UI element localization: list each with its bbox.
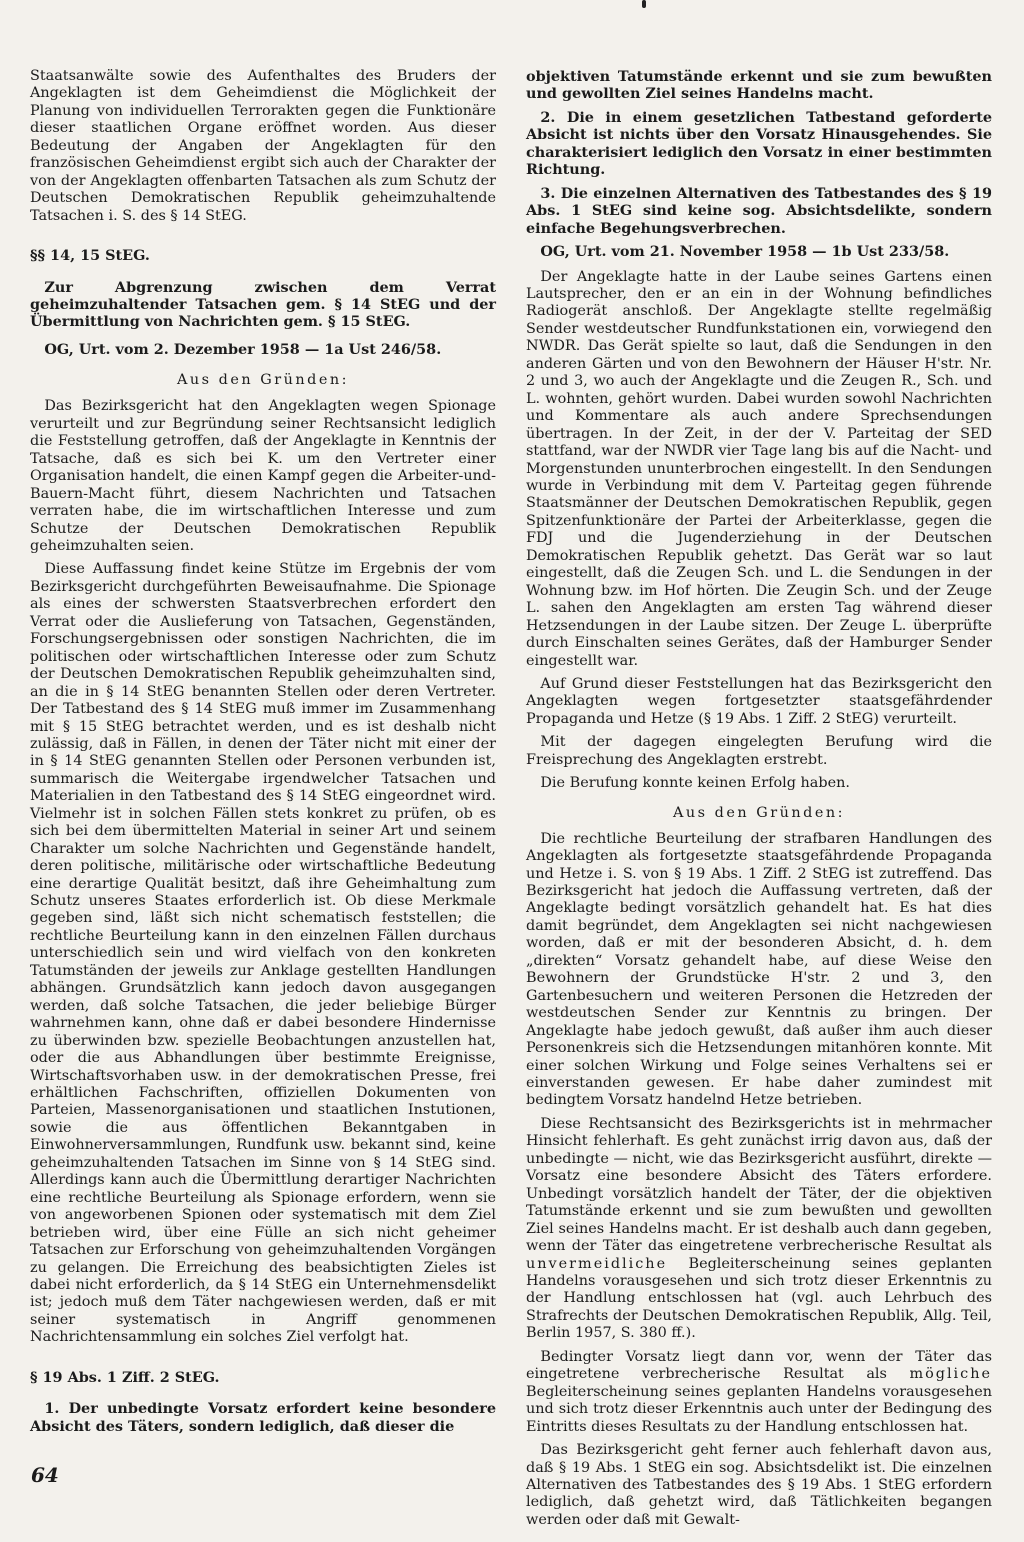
headnote: 3. Die einzelnen Alternativen des Tatbestandes des § 19 Abs. 1 StEG sind keine sog. Absichtsdelikte, sondern einfache Begehungsverbrechen. <box>526 184 992 237</box>
left-column <box>30 68 496 1435</box>
spaced-emphasis: unvermeidliche <box>526 1255 668 1272</box>
section-heading: § 19 Abs. 1 Ziff. 2 StEG. <box>30 1368 220 1386</box>
headnote-continued: objektiven Tatumstände erkennt und sie zum bewußten und gewollten Ziel seines Handelns macht. <box>526 68 992 103</box>
text-run: Diese Rechtsansicht des Bezirksgerichts ist in mehrmacher Hinsicht fehlerhaft. Es geht zunächst irrig davon aus, daß der unbedingte — nicht, wie das Bezirksgericht ausführt, direkte — Vorsatz eine besondere Absicht des Täters erfordere. Unbedingt vorsätzlich handelt der Täter, der die objektiven Tatumstände erkennt und sie zum bewußten und gewollten Ziel seines Handelns macht. Er ist deshalb auch dann gegeben, wenn der Täter das eingetretene verbrecherische Resultat als <box>526 1115 992 1255</box>
scan-mark <box>642 0 646 8</box>
paragraph: Diese Auffassung findet keine Stütze im Ergebnis der vom Bezirksgericht durchgeführten Beweisaufnahme. Die Spionage als eines der schwersten Staatsverbrechen erfordert den Verrat oder die Auslieferung von Tatsachen, Gegenständen, Forschungsergebnissen oder sonstigen Nachrichten, die im politischen oder wirtschaftlichen Interesse oder zum Schutz der Deutschen Demokratischen Republik geheimzuhalten sind, an die in § 14 StEG benannten Stellen oder deren Vertreter. Der Tatbestand des § 14 StEG muß immer im Zusammenhang mit § 15 StEG betrachtet werden, und es ist deshalb nicht zulässig, daß in Fällen, in denen der Täter nicht mit einer der in § 14 StEG genannten Stellen oder Personen verbunden ist, summarisch die Weitergabe irgendwelcher Tatsachen und Materialien in den Tatbestand des § 14 StEG eingeordnet wird. Vielmehr ist in solchen Fällen stets konkret zu prüfen, ob es sich bei dem übermittelten Material in seiner Art und seinem Charakter um solche Nachrichten und Gegenstände handelt, deren politische, militärische oder wirtschaftliche Bedeutung eine derartige Qualität besitzt, daß ihre Geheimhaltung zum Schutz unseres Staates erforderlich ist. Ob diese Merkmale gegeben sind, läßt sich nicht schematisch feststellen; die rechtliche Beurteilung kann in den einzelnen Fällen durchaus unterschiedlich sein und wird vielfach von den konkreten Tatumständen der jeweils zur Anklage gestellten Handlungen abhängen. Grundsätzlich kann jedoch davon ausgegangen werden, daß solche Tatsachen, die jeder beliebige Bürger wahrnehmen kann, ohne daß er dabei besondere Hindernisse zu überwinden bzw. spezielle Beobachtungen anzustellen hat, oder die aus Abhandlungen über bestimmte Ereignisse, Wirtschaftsvorhaben usw. in der demokratischen Presse, frei erhältlichen Fachschriften, offiziellen Dokumenten von Parteien, Massenorganisationen und staatlichen Instutionen, sowie die aus öffentlichen Bekanntgaben in Einwohnerversammlungen, Rundfunk usw. bekannt sind, keine geheimzuhaltenden Tatsachen im Sinne von § 14 StEG sind. Allerdings kann auch die Übermittlung derartiger Nachrichten eine rechtliche Beurteilung als Spionage erfordern, wenn sie von angeworbenen Spionen oder systematisch mit dem Ziel betrieben wird, über eine Fülle an sich nicht geheimer Tatsachen zur Erforschung von geheimzuhaltenden Vorgängen zu gelangen. Die Erreichung des beabsichtigten Zieles ist dabei nicht erforderlich, da § 14 StEG ein Unternehmensdelikt ist; jedoch muß dem Täter nachgewiesen werden, daß er mit seiner systematisch in Angriff genommenen Nachrichtensammlung ein solches Ziel verfolgt hat. <box>30 561 496 1346</box>
paragraph <box>526 1349 992 1436</box>
page-number: 64 <box>31 1463 59 1487</box>
case-citation: OG, Urt. vom 21. November 1958 — 1b Ust 233/58. <box>540 243 950 261</box>
headnote: Zur Abgrenzung zwischen dem Verrat geheimzuhaltender Tatsachen gem. § 14 StEG und der Übermittlung von Nachrichten gem. § 15 StEG. <box>30 278 496 331</box>
paragraph: Staatsanwälte sowie des Aufenthaltes des Bruders der Angeklagten ist dem Geheimdienst die Möglichkeit der Planung von individuellen Terrorakten gegen die Funktionäre dieser staatlichen Organe eröffnet worden. Aus dieser Bedeutung der Angaben der Angeklagten für den französischen Geheimdienst ergibt sich auch der Charakter der von der Angeklagten offenbarten Tatsachen als zum Schutz der Deutschen Demokratischen Republik geheimzuhaltende Tatsachen i. S. des § 14 StEG. <box>30 68 496 224</box>
paragraph: Die Berufung konnte keinen Erfolg haben. <box>540 775 850 792</box>
paragraph: Auf Grund dieser Feststellungen hat das Bezirksgericht den Angeklagten wegen fortgesetzter staatsgefährdender Propaganda und Hetze (§ 19 Abs. 1 Ziff. 2 StEG) verurteilt. <box>526 675 992 727</box>
paragraph: Das Bezirksgericht hat den Angeklagten wegen Spionage verurteilt und zur Begründung seiner Rechtsansicht lediglich die Feststellung getroffen, daß der Angeklagte in Kenntnis der Tatsache, daß es sich bei K. um den Vertreter einer Organisation handelt, die einen Kampf gegen die Arbeiter-und-Bauern-Macht führt, diesem Nachrichten und Tatsachen verraten habe, die im wirtschaftlichen Interesse und zum Schutze der Deutschen Demokratischen Republik geheimzuhalten seien. <box>30 398 496 554</box>
spaced-emphasis: mögliche <box>909 1366 993 1383</box>
text-run: Begleiterscheinung seines geplanten Handelns vorausgesehen und sich trotz dieser Erkenntnis zu der Handlung entschlossen hat (vgl. auch Lehrbuch des Strafrechts der Deutschen Demokratischen Republik, Allg. Teil, Berlin 1957, S. 380 ff.). <box>526 1255 992 1342</box>
grounds-heading: Aus den Gründen: <box>177 372 349 389</box>
text-run: Bedingter Vorsatz liegt dann vor, wenn der Täter das eingetretene verbrecherische Resultat als <box>526 1348 992 1383</box>
paragraph: Das Bezirksgericht geht ferner auch fehlerhaft davon aus, daß § 19 Abs. 1 StEG ein sog. Absichtsdelikt ist. Die einzelnen Alternativen des Tatbestandes des § 19 Abs. 1 StEG erfordern lediglich, daß gehetzt wird, daß Tätlichkeiten begangen werden oder daß mit Gewalt- <box>526 1442 992 1528</box>
headnote: 1. Der unbedingte Vorsatz erfordert keine besondere Absicht des Täters, sondern lediglich, daß dieser die <box>30 1400 496 1435</box>
text-run: Begleiterscheinung seines geplanten Handelns vorausgesehen und sich trotz dieser Erkenntnis auch unter der Bedingung des Eintritts dieses Resultats zu der Handlung entschlossen hat. <box>526 1383 992 1435</box>
grounds-heading: Aus den Gründen: <box>673 804 845 821</box>
paragraph: Mit der dagegen eingelegten Berufung wird die Freisprechung des Angeklagten erstrebt. <box>526 734 992 768</box>
paragraph <box>526 1116 992 1343</box>
right-column <box>526 68 992 1529</box>
paragraph: Der Angeklagte hatte in der Laube seines Gartens einen Lautsprecher, den er an ein in der Wohnung befindliches Radiogerät anschloß. Der Angeklagte stellte regelmäßig Sender westdeutscher Rundfunkstationen ein, vorwiegend den NWDR. Das Gerät spielte so laut, daß die Sendungen in den anderen Gärten und von den Bewohnern der Häuser H'str. Nr. 2 und 3, wo auch der Angeklagte und die Zeugen R., Sch. und L. wohnten, gehört wurden. Dabei wurden sowohl Nachrichten und Kommentare als auch andere Sprechsendungen übertragen. In der Zeit, in der der V. Parteitag der SED stattfand, war der NWDR vier Tage lang bis auf die Nacht- und Morgenstunden ununterbrochen eingestellt. In den Sendungen wurde in Verbindung mit dem V. Parteitag gegen führende Staatsmänner der Deutschen Demokratischen Republik, gegen Spitzenfunktionäre der Partei der Arbeiterklasse, gegen die FDJ und die Jugenderziehung in der Deutschen Demokratischen Republik gehetzt. Das Gerät war so laut eingestellt, daß die Zeugen Sch. und L. die Sendungen in der Wohnung bzw. im Hof hörten. Die Zeugin Sch. und der Zeuge L. sahen den Angeklagten am ersten Tag während dieser Hetzsendungen in der Laube sitzen. Der Zeuge L. überprüfte durch Einschalten seines Gerätes, daß der Hamburger Sender eingestellt war. <box>526 268 992 669</box>
paragraph: Die rechtliche Beurteilung der strafbaren Handlungen des Angeklagten als fortgesetzte staatsgefährdende Propaganda und Hetze i. S. von § 19 Abs. 1 Ziff. 2 StEG ist zutreffend. Das Bezirksgericht hat jedoch die Auffassung vertreten, daß der Angeklagte bedingt vorsätzlich gehandelt hat. Es hat dies damit begründet, dem Angeklagten sei nicht nachgewiesen worden, daß er mit der besonderen Absicht, d. h. dem „direkten“ Vorsatz gehandelt habe, auf diese Weise den Bewohnern der Grundstücke H'str. 2 und 3, den Gartenbesuchern und weiteren Personen die Hetzreden der westdeutschen Sender zur Kenntnis zu bringen. Der Angeklagte habe jedoch gewußt, daß außer ihm auch dieser Personenkreis sich die Hetzsendungen mitanhören konnte. Mit einer solchen Wirkung und Folge seines Verhaltens sei er einverstanden gewesen. Er habe daher zumindest mit bedingtem Vorsatz handelnd Hetze betrieben. <box>526 830 992 1109</box>
section-heading: §§ 14, 15 StEG. <box>30 247 150 265</box>
headnote: 2. Die in einem gesetzlichen Tatbestand geforderte Absicht ist nichts über den Vorsatz Hinausgehendes. Sie charakterisiert lediglich den Vorsatz in einer bestimmten Richtung. <box>526 108 992 179</box>
case-citation: OG, Urt. vom 2. Dezember 1958 — 1a Ust 246/58. <box>44 340 442 358</box>
